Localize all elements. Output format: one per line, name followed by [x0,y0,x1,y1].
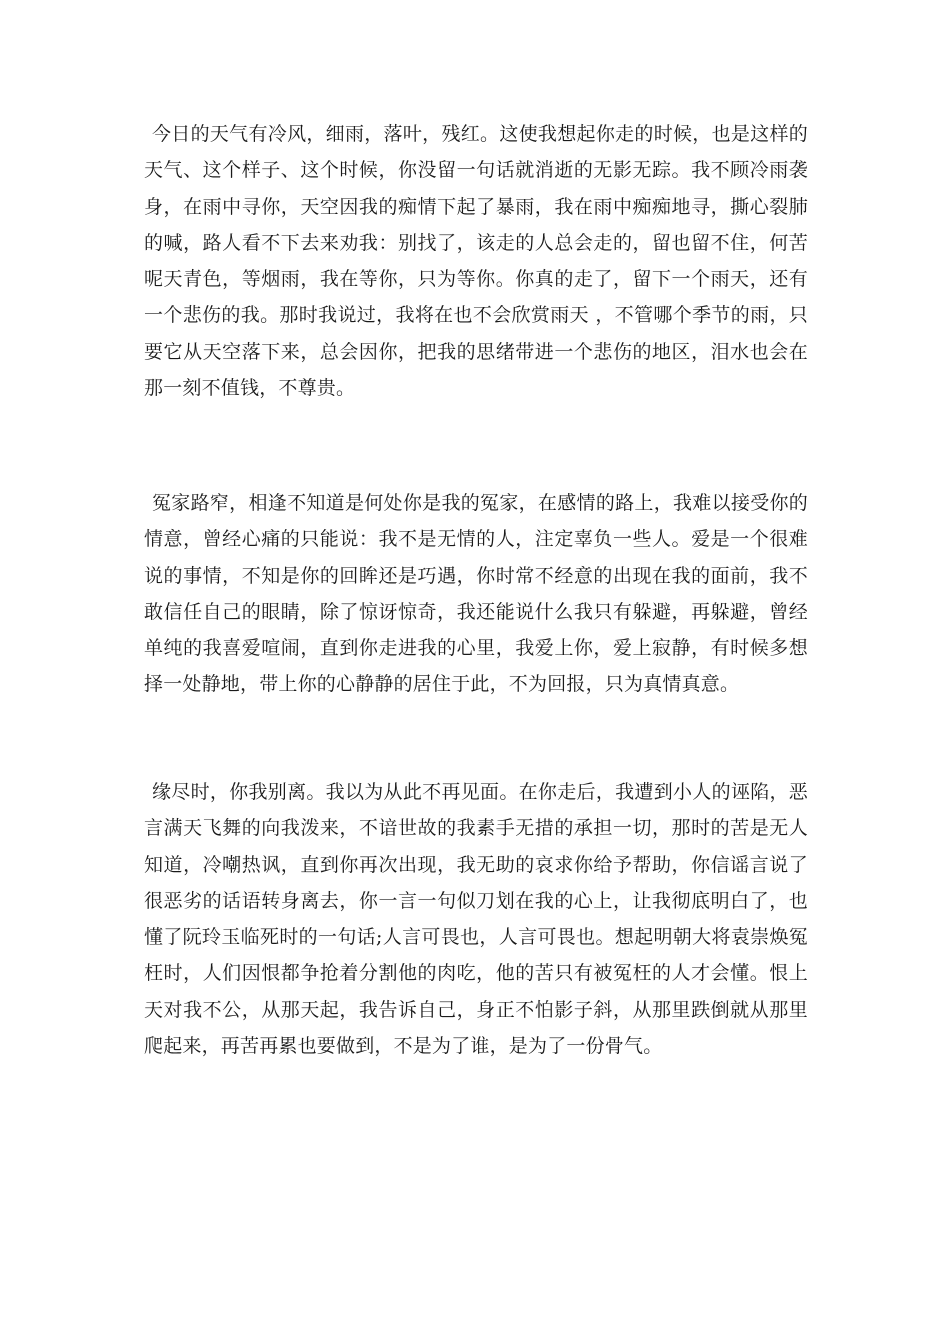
paragraph-3: 缘尽时，你我别离。我以为从此不再见面。在你走后，我遭到小人的诬陷，恶言满天飞舞的向我泼来，不谙世故的我素手无措的承担一切，那时的苦是无人知道，冷嘲热讽，直到你再次出现，我无助的哀求你给予帮助，你信谣言说了很恶劣的话语转身离去，你一言一句似刀划在我的心上，让我彻底明白了，也懂了阮玲玉临死时的一句话;人言可畏也，人言可畏也。想起明朝大将袁崇焕冤枉时，人们因恨都争抢着分割他的肉吃，他的苦只有被冤枉的人才会懂。恨上天对我不公，从那天起，我告诉自己，身正不怕影子斜，从那里跌倒就从那里爬起来，再苦再累也要做到，不是为了谁，是为了一份骨气。 [144,781,808,1058]
paragraph-2: 冤家路窄，相逢不知道是何处你是我的冤家，在感情的路上，我难以接受你的情意，曾经心痛的只能说：我不是无情的人，注定辜负一些人。爱是一个很难说的事情，不知是你的回眸还是巧遇，你时常不经意的出现在我的面前，我不敢信任自己的眼睛，除了惊讶惊奇，我还能说什么我只有躲避，再躲避，曾经单纯的我喜爱喧闹，直到你走进我的心里，我爱上你，爱上寂静，有时候多想择一处静地，带上你的心静静的居住于此，不为回报，只为真情真意。 [144,492,808,696]
paragraph-1: 今日的天气有冷风，细雨，落叶，残红。这使我想起你走的时候，也是这样的天气、这个样子、这个时候，你没留一句话就消逝的无影无踪。我不顾冷雨袭身，在雨中寻你，天空因我的痴情下起了暴雨，我在雨中痴痴地寻，撕心裂肺的喊，路人看不下去来劝我：别找了，该走的人总会走的，留也留不住，何苦呢天青色，等烟雨，我在等你，只为等你。你真的走了，留下一个雨天，还有一个悲伤的我。那时我说过，我将在也不会欣赏雨天 ，不管哪个季节的雨，只要它从天空落下来，总会因你，把我的思绪带进一个悲伤的地区，泪水也会在那一刻不值钱，不尊贵。 [144,123,808,400]
